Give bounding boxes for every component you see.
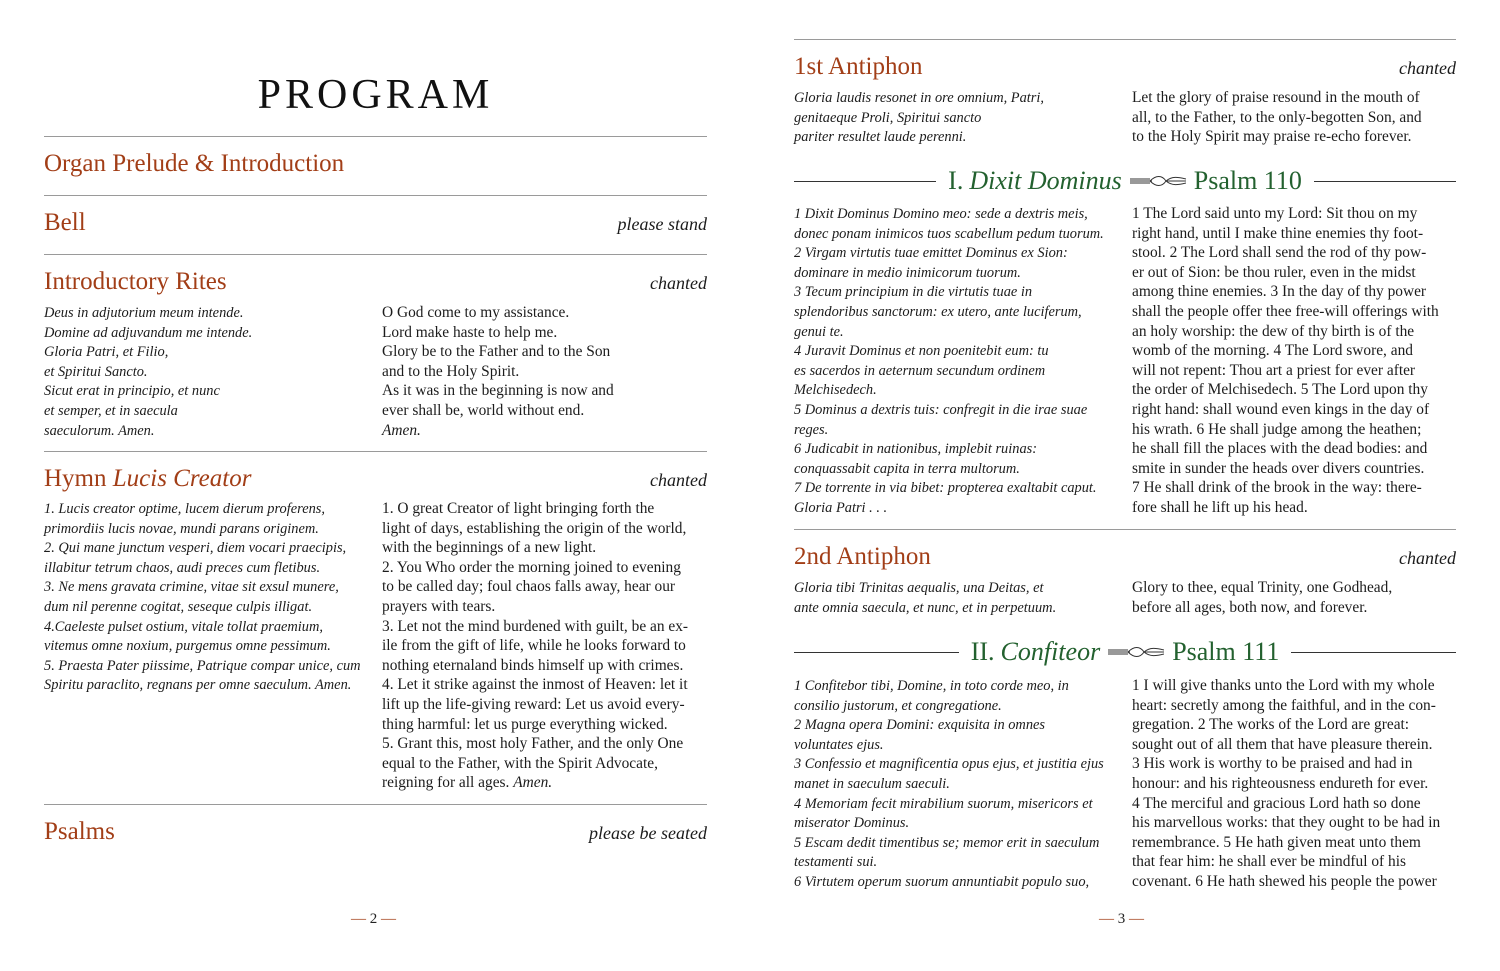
- text-line: 7 De torrente in via bibet: propterea exaltabit caput.: [794, 480, 1097, 497]
- page-3: [794, 0, 1456, 971]
- text-line: 5. Praesta Pater piissime, Patrique compar unice, cum: [44, 657, 361, 674]
- psalm-number-label: Psalm 111: [1172, 637, 1280, 666]
- text-line: Domine ad adjuvandum me intende.: [44, 324, 253, 341]
- text-line: gregation. 2 The works of the Lord are great:: [1132, 716, 1410, 734]
- text-line: before all ages, both now, and forever.: [1132, 598, 1368, 616]
- text-line: 5 Escam dedit timentibus se; memor erit in saeculum: [794, 834, 1100, 851]
- latin-text-antiphon-2: [794, 579, 1114, 618]
- text-line: Lord make haste to help me.: [382, 323, 558, 341]
- text-line: 2 Magna opera Domini: exquisita in omnes: [794, 717, 1046, 734]
- text-line: 1 The Lord said unto my Lord: Sit thou on my: [1132, 205, 1418, 222]
- text-line: genui te.: [794, 323, 844, 340]
- text-line: Sicut erat in principio, et nunc: [44, 383, 220, 400]
- text-line: 4 Memoriam fecit mirabilium suorum, misericors et: [794, 795, 1093, 812]
- section-heading-rites: Introductory Rites: [44, 268, 227, 295]
- text-line: dum nil perenne cogitat, seseque culpis illigat.: [44, 598, 313, 615]
- psalm-latin-title: Confiteor: [1000, 637, 1101, 666]
- text-line: ever shall be, world without end.: [382, 401, 585, 419]
- english-text-antiphon-1: [1132, 88, 1456, 147]
- rubric-psalms: please be seated: [589, 823, 707, 843]
- text-line: 2 Virgam virtutis tuae emittet Dominus ex Sion:: [794, 245, 1068, 262]
- text-line: O God come to my assistance.: [382, 304, 570, 321]
- text-line: 3 His work is worthy to be praised and had in: [1132, 755, 1413, 773]
- page-number: — 2 —: [351, 911, 396, 927]
- section-heading-antiphon-1: 1st Antiphon: [794, 53, 923, 80]
- text-line: remembrance. 5 He hath given meat unto them: [1132, 833, 1421, 851]
- page-number-value: 2: [369, 911, 378, 927]
- text-line: Spiritu paraclito, regnans per omne saeculum. Amen.: [44, 677, 352, 694]
- text-line: 5 Dominus a dextris tuis: confregit in die irae suae: [794, 401, 1088, 418]
- text-line: 1 Confitebor tibi, Domine, in toto corde meo, in: [794, 678, 1069, 694]
- english-text-psalm-110: [1132, 204, 1456, 518]
- text-line: illabitur tetrum chaos, audi preces cum fletibus.: [44, 559, 321, 576]
- text-line: his wrath. 6 He shall judge among the heathen;: [1132, 420, 1422, 438]
- text-line: that fear him: he shall ever be mindful of his: [1132, 853, 1406, 871]
- psalm-number-label: Psalm 110: [1193, 166, 1302, 195]
- text-line: sought out of all them that have pleasure therein.: [1132, 735, 1433, 753]
- hymn-heading-prefix: Hymn: [44, 465, 107, 492]
- text-line: honour: and his righteousness endureth for ever.: [1132, 774, 1429, 792]
- text-line: saeculorum. Amen.: [44, 422, 155, 439]
- psalm-roman-numeral: II.: [970, 637, 995, 666]
- text-line: 3. Ne mens gravata crimine, vitae sit exsul munere,: [44, 579, 339, 596]
- text-line: with the beginnings of a new light.: [382, 539, 597, 557]
- text-line: genitaeque Proli, Spiritui sancto: [794, 109, 982, 126]
- text-line: the order of Melchisedech. 5 The Lord upon thy: [1132, 381, 1428, 399]
- text-line: 3. Let not the mind burdened with guilt, be an ex-: [382, 617, 689, 635]
- text-line: testamenti sui.: [794, 854, 878, 871]
- text-line: et semper, et in saecula: [44, 402, 178, 419]
- english-text-antiphon-2: [1132, 578, 1456, 617]
- text-line: will not repent: Thou art a priest for ever after: [1132, 361, 1416, 379]
- text-line: conquassabit capita in terra multorum.: [794, 460, 1020, 477]
- text-line: Deus in adjutorium meum intende.: [44, 305, 244, 321]
- title-rule-right: [1314, 181, 1456, 182]
- text-line: smite in sunder the heads over divers countries.: [1132, 459, 1425, 477]
- english-text-hymn: [382, 499, 707, 793]
- text-line: prayers with tears.: [382, 597, 496, 615]
- divider: [44, 804, 707, 805]
- rubric-bell: please stand: [617, 214, 707, 234]
- text-line: 2. You Who order the morning joined to evening: [382, 558, 681, 576]
- psalm-111-title: [971, 639, 1280, 665]
- latin-text-antiphon-1: [794, 89, 1114, 148]
- section-heading-bell: Bell: [44, 209, 86, 236]
- text-line: 4 Juravit Dominus et non poenitebit eum: tu: [794, 343, 1049, 360]
- english-text-psalm-111: [1132, 676, 1456, 892]
- section-heading-prelude: Organ Prelude & Introduction: [44, 150, 345, 177]
- latin-text-psalm-111: [794, 677, 1114, 893]
- divider: [794, 529, 1456, 530]
- hymn-heading-title: Lucis Creator: [112, 465, 252, 492]
- text-line: consilio justorum, et congregatione.: [794, 697, 1002, 714]
- latin-text-rites: [44, 304, 364, 441]
- section-heading-psalms: Psalms: [44, 818, 115, 845]
- psalm-latin-title: Dixit Dominus: [969, 166, 1122, 195]
- text-line: ante omnia saecula, et nunc, et in perpetuum.: [794, 599, 1057, 616]
- text-line: voluntates ejus.: [794, 736, 884, 753]
- text-line: his marvellous works: that they ought to be had in: [1132, 814, 1441, 832]
- psalm-110-title-row: [794, 164, 1456, 198]
- text-line: equal to the Father, with the Spirit Advocate,: [382, 754, 658, 772]
- title-rule-left: [794, 181, 936, 182]
- flourish-ornament-icon: [1130, 174, 1186, 188]
- text-line: light of days, establishing the origin of the world,: [382, 519, 687, 537]
- text-line: reges.: [794, 421, 829, 438]
- text-line: 7 He shall drink of the brook in the way: there-: [1132, 479, 1422, 497]
- text-line: Melchisedech.: [794, 382, 877, 399]
- divider: [794, 39, 1456, 40]
- text-line: among thine enemies. 3 In the day of thy power: [1132, 283, 1427, 301]
- text-line: Gloria tibi Trinitas aequalis, una Deitas, et: [794, 580, 1044, 596]
- text-line: primordiis lucis novae, mundi parans originem.: [44, 520, 319, 537]
- divider: [44, 451, 707, 452]
- text-line: Gloria laudis resonet in ore omnium, Patri,: [794, 90, 1044, 106]
- text-line: et Spiritui Sancto.: [44, 363, 148, 380]
- page-number-value: 3: [1117, 911, 1126, 927]
- text-line: manet in saeculum saeculi.: [794, 775, 950, 792]
- section-heading-antiphon-2: 2nd Antiphon: [794, 543, 931, 570]
- english-text-rites: [382, 303, 707, 440]
- text-line: Glory be to the Father and to the Son: [382, 343, 611, 361]
- rubric-rites: chanted: [650, 273, 707, 293]
- text-line-last: [382, 773, 707, 793]
- text-line: right hand: shall wound even kings in the day of: [1132, 400, 1430, 418]
- text-line: 3 Tecum principium in die virtutis tuae in: [794, 284, 1033, 301]
- text-line: dominare in medio inimicorum tuorum.: [794, 264, 1021, 281]
- text-line: 2. Qui mane junctum vesperi, diem vocari praecipis,: [44, 540, 347, 557]
- text-line: 6 Virtutem operum suorum annuntiabit populo suo,: [794, 873, 1090, 890]
- text-line: vitemus omne noxium, purgemus omne pessimum.: [44, 638, 331, 655]
- page-number: — 3 —: [1099, 911, 1144, 927]
- text-line: 4 The merciful and gracious Lord hath so done: [1132, 794, 1421, 812]
- latin-text-hymn: [44, 500, 369, 696]
- text-line: miserator Dominus.: [794, 815, 910, 832]
- text-line: womb of the morning. 4 The Lord swore, and: [1132, 342, 1413, 360]
- text-line: Glory to thee, equal Trinity, one Godhead,: [1132, 579, 1393, 596]
- page-title: PROGRAM: [257, 72, 494, 118]
- text-line: 3 Confessio et magnificentia opus ejus, et justitia ejus: [794, 756, 1104, 773]
- text-line: splendoribus sanctorum: ex utero, ante luciferum,: [794, 303, 1082, 320]
- text-line: es sacerdos in aeternum secundum ordinem: [794, 362, 1046, 379]
- psalm-roman-numeral: I.: [948, 166, 964, 195]
- latin-text-psalm-110: [794, 205, 1114, 519]
- text-line: 6 Judicabit in nationibus, implebit ruinas:: [794, 441, 1038, 458]
- text-line: er out of Sion: be thou ruler, even in the midst: [1132, 263, 1416, 281]
- title-rule-left: [794, 652, 959, 653]
- text-line: Gloria Patri, et Filio,: [44, 344, 169, 361]
- text-line: pariter resultet laude perenni.: [794, 129, 967, 146]
- section-heading-hymn: [44, 466, 251, 491]
- text-line: As it was in the beginning is now and: [382, 382, 614, 400]
- text-line: to be called day; foul chaos falls away, hear our: [382, 578, 676, 596]
- divider: [44, 254, 707, 255]
- psalm-110-title: [948, 168, 1302, 194]
- text-line: 5. Grant this, most holy Father, and the only One: [382, 735, 684, 753]
- text-line: heart: secretly among the faithful, and in the con-: [1132, 696, 1436, 714]
- rubric-hymn: chanted: [650, 470, 707, 490]
- text-line: and to the Holy Spirit.: [382, 362, 520, 380]
- text-line: Let the glory of praise resound in the mouth of: [1132, 89, 1420, 106]
- hymn-last-line: reigning for all ages.: [382, 774, 510, 792]
- text-line: ile from the gift of life, while he looks forward to: [382, 637, 686, 655]
- text-line: to the Holy Spirit may praise re-echo forever.: [1132, 128, 1412, 146]
- hymn-amen: Amen.: [513, 774, 553, 792]
- rubric-antiphon-1: chanted: [1399, 58, 1456, 78]
- flourish-ornament-icon: [1108, 645, 1164, 659]
- text-line: 1. Lucis creator optime, lucem dierum proferens,: [44, 501, 325, 517]
- text-line: right hand, until I make thine enemies thy foot-: [1132, 224, 1424, 242]
- text-line: 1. O great Creator of light bringing forth the: [382, 500, 655, 517]
- divider: [44, 136, 707, 137]
- title-rule-right: [1291, 652, 1456, 653]
- text-line: 1 I will give thanks unto the Lord with my whole: [1132, 677, 1435, 694]
- text-line: all, to the Father, to the only-begotten Son, and: [1132, 108, 1422, 126]
- text-line: shall the people offer thee free-will offerings with: [1132, 302, 1439, 320]
- text-line: he shall fill the places with the dead bodies: and: [1132, 440, 1428, 458]
- text-line: 4. Let it strike against the inmost of Heaven: let it: [382, 676, 688, 694]
- text-line: fore shall he lift up his head.: [1132, 498, 1308, 516]
- text-line: 1 Dixit Dominus Domino meo: sede a dextris meis,: [794, 206, 1088, 222]
- text-line: Gloria Patri . . .: [794, 499, 888, 516]
- text-line: an holy worship: the dew of thy birth is of the: [1132, 322, 1415, 340]
- text-line: 4.Caeleste pulset ostium, vitale tollat praemium,: [44, 618, 323, 635]
- text-line: donec ponam inimicos tuos scabellum pedum tuorum.: [794, 225, 1104, 242]
- text-line: stool. 2 The Lord shall send the rod of thy pow-: [1132, 244, 1427, 262]
- text-line: thing harmful: let us purge everything wicked.: [382, 715, 668, 733]
- page-2: [44, 0, 707, 971]
- text-line: lift up the life-giving reward: Let us avoid every-: [382, 695, 685, 713]
- text-line: covenant. 6 He hath shewed his people the power: [1132, 872, 1437, 890]
- divider: [44, 195, 707, 196]
- text-line-amen: Amen.: [382, 421, 421, 439]
- text-line: nothing eternaland binds himself up with crimes.: [382, 656, 684, 674]
- rubric-antiphon-2: chanted: [1399, 548, 1456, 568]
- psalm-111-title-row: [794, 635, 1456, 669]
